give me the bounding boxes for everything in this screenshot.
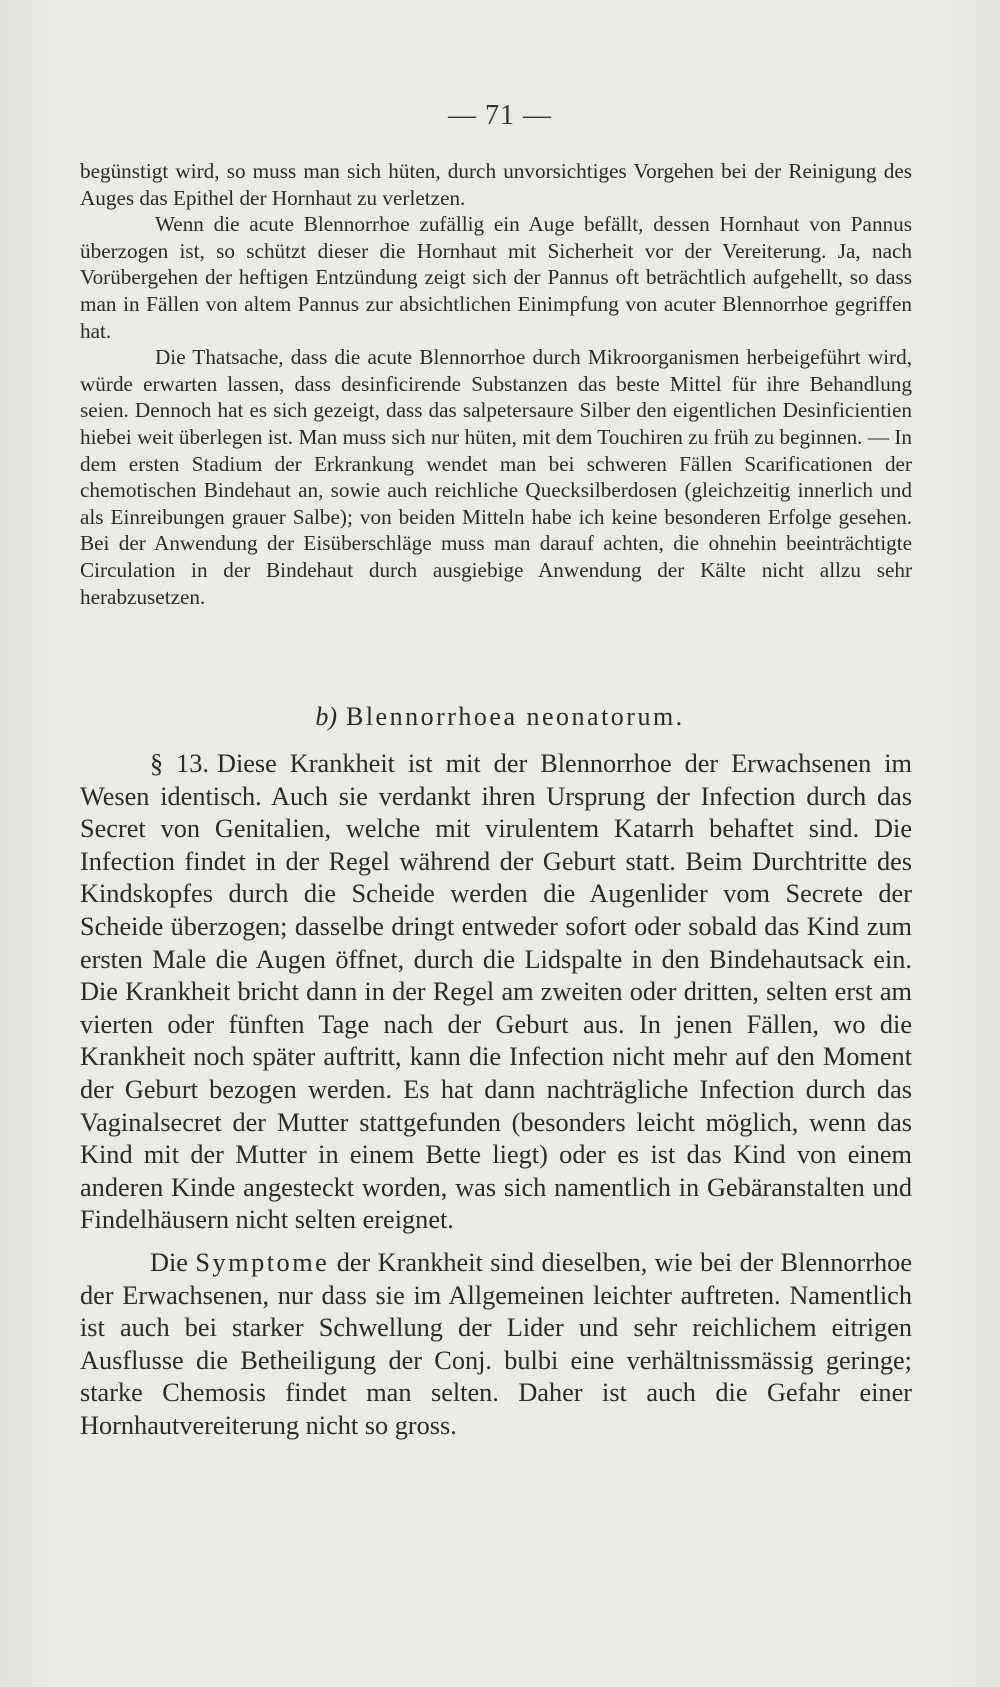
paragraph-symptoms: [80, 1247, 912, 1443]
section-13-text: Diese Krankheit ist mit der Blennorrhoe der Erwachsenen im Wesen identisch. Auch sie verdankt ihren Ursprung der Infection durch das Secret von Genitalien, welche mit virulentem Katarrh behaftet sind. Die Infection findet in der Regel während der Geburt statt. Beim Durchtritte des Kindskopfes durch die Scheide werden die Augenlider vom Secrete der Scheide überzogen; dasselbe dringt entweder sofort oder sobald das Kind zum ersten Male die Augen öffnet, durch die Lidspalte in den Bindehautsack ein. Die Krankheit bricht dann in der Regel am zweiten oder dritten, selten erst am vierten oder fünften Tage nach der Geburt aus. In jenen Fällen, wo die Krankheit noch später auftritt, kann die Infection nicht mehr auf den Moment der Geburt bezogen werden. Es hat dann nachträgliche Infection durch das Vaginalsecret der Mutter stattgefunden (besonders leicht möglich, wenn das Kind mit der Mutter in einem Bette liegt) oder es ist das Kind von einem anderen Kinde angesteckt worden, was sich namentlich in Gebäranstalten und Findelhäusern nicht selten ereignet.: [80, 749, 912, 1235]
paragraph-pannus: Wenn die acute Blennorrhoe zufällig ein Auge befällt, dessen Hornhaut von Pannus überzogen ist, so schützt dieser die Hornhaut mit Sicherheit vor der Vereiterung. Ja, nach Vorübergehen der heftigen Entzündung zeigt sich der Pannus oft beträchtlich aufgehellt, so dass man in Fällen von altem Pannus zur absichtlichen Einimpfung von acuter Blennorrhoe gegriffen hat.: [80, 212, 912, 343]
intro-text-block: [80, 158, 912, 610]
paragraph-treatment: Die Thatsache, dass die acute Blennorrhoe durch Mikroorganismen herbeigeführt wird, würde erwarten lassen, dass desinficirende Substanzen das beste Mittel für ihre Behandlung seien. Dennoch hat es sich gezeigt, dass das salpetersaure Silber den eigentlichen Desinficientien hiebei weit überlegen ist. Man muss sich nur hüten, mit dem Touchiren zu früh zu beginnen. — In dem ersten Stadium der Erkrankung wendet man bei schweren Fällen Scarificationen der chemotischen Bindehaut an, sowie auch reichliche Quecksilberdosen (gleichzeitig innerlich und als Einreibungen grauer Salbe); von beiden Mitteln habe ich keine besonderen Erfolge gesehen. Bei der Anwendung der Eisüberschläge muss man darauf achten, die ohnehin beeinträchtigte Circulation in der Bindehaut durch ausgiebige Anwendung der Kälte nicht allzu sehr herabzusetzen.: [80, 345, 912, 609]
page-number: — 71 —: [448, 100, 552, 131]
symptoms-spaced-word: Symptome: [195, 1247, 330, 1277]
section-title: Blennorrhoea neonatorum.: [345, 702, 685, 731]
main-text-block: [80, 748, 912, 1442]
section-number: § 13.: [150, 749, 209, 778]
paragraph-section-13: [80, 748, 912, 1237]
section-letter: b): [315, 702, 337, 731]
symptoms-lead: Die: [150, 1247, 188, 1277]
symptoms-text: der Krankheit sind dieselben, wie bei der Blennorrhoe der Erwachsenen, nur dass sie im Allgemeinen leichter auftreten. Namentlich ist auch bei starker Schwellung der Lider und sehr reichlichem eitrigen Ausflusse die Betheiligung der Conj. bulbi eine verhältnissmässig geringe; starke Chemosis findet man selten. Daher ist auch die Gefahr einer Hornhautvereiterung nicht so gross.: [80, 1247, 912, 1440]
section-heading: [0, 702, 1000, 732]
paragraph-continuation: begünstigt wird, so muss man sich hüten, durch unvorsichtiges Vorgehen bei der Reinigung des Auges das Epithel der Hornhaut zu verletzen.: [80, 159, 912, 210]
